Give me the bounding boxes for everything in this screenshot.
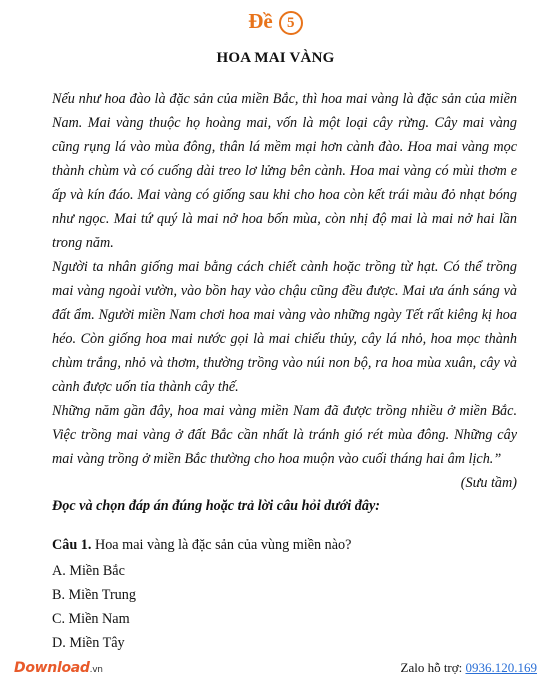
question-text: Hoa mai vàng là đặc sản của vùng miền nào? bbox=[91, 537, 352, 553]
exam-header-prefix: Đề bbox=[248, 9, 273, 33]
option-c: C. Miền Nam bbox=[52, 611, 130, 627]
option-b: B. Miền Trung bbox=[52, 587, 136, 603]
reading-passage bbox=[52, 87, 517, 495]
logo-text: Download bbox=[14, 660, 90, 676]
question-label: Câu 1. bbox=[52, 537, 92, 553]
page-footer bbox=[0, 656, 551, 686]
option-d: D. Miền Tây bbox=[52, 635, 125, 651]
exam-number-badge: 5 bbox=[279, 11, 303, 35]
instruction-text: Đọc và chọn đáp án đúng hoặc trả lời câu hỏi dưới đây: bbox=[52, 498, 380, 514]
passage-title: HOA MAI VÀNG bbox=[216, 50, 335, 66]
zalo-support bbox=[401, 660, 538, 676]
passage-paragraph-2: Người ta nhân giống mai bằng cách chiết cành hoặc trồng từ hạt. Có thể trồng mai vàng ngoài vườn, vào bồn hay vào chậu cũng đều được. Mai ưa ánh sáng và đất ẩm. Người miền Nam chơi hoa mai vàng vào những ngày Tết rất kiêng kị hoa héo. Còn giống hoa mai nước gọi là mai chiếu thủy, cây lá nhỏ, hoa mọc thành chùm trắng, nhỏ và thơm, thường trồng vào núi non bộ, ra hoa mùa xuân, cây và cành được uốn tỉa thành cây thế. bbox=[52, 259, 517, 395]
zalo-label: Zalo hỗ trợ: bbox=[400, 660, 466, 675]
question-1 bbox=[52, 537, 522, 554]
exam-header bbox=[0, 8, 551, 35]
passage-paragraph-1: Nếu như hoa đào là đặc sản của miền Bắc, thì hoa mai vàng là đặc sản của miền Nam. Mai vàng thuộc họ hoàng mai, vốn là một loại cây rừng. Cây mai vàng cũng rụng lá vào mùa đông, thân lá mềm mại hơn cành đào. Hoa mai vàng mọc thành chùm và có cuống dài treo lơ lửng bên cành. Hoa mai vàng có mùi thơm e ấp và kín đáo. Mai vàng có giống sau khi cho hoa còn kết trái màu đỏ nhạt bóng như ngọc. Mai tứ quý là mai nở hoa bốn mùa, còn nhị độ mai là mai nở hai lần trong năm. bbox=[52, 91, 517, 251]
answer-options bbox=[52, 559, 352, 655]
download-logo[interactable] bbox=[14, 660, 103, 676]
option-a: A. Miền Bắc bbox=[52, 563, 125, 579]
passage-source: (Sưu tầm) bbox=[460, 475, 517, 491]
zalo-phone-link[interactable]: 0936.120.169 bbox=[465, 660, 537, 675]
passage-paragraph-3: Những năm gần đây, hoa mai vàng miền Nam đã được trồng nhiều ở miền Bắc. Việc trồng mai vàng ở đất Bắc cần nhất là tránh gió rét mùa đông. Những cây mai vàng trồng ở miền Bắc thường cho hoa muộn vào cuối tháng hai âm lịch.” bbox=[52, 403, 517, 467]
logo-domain: .vn bbox=[89, 665, 103, 675]
